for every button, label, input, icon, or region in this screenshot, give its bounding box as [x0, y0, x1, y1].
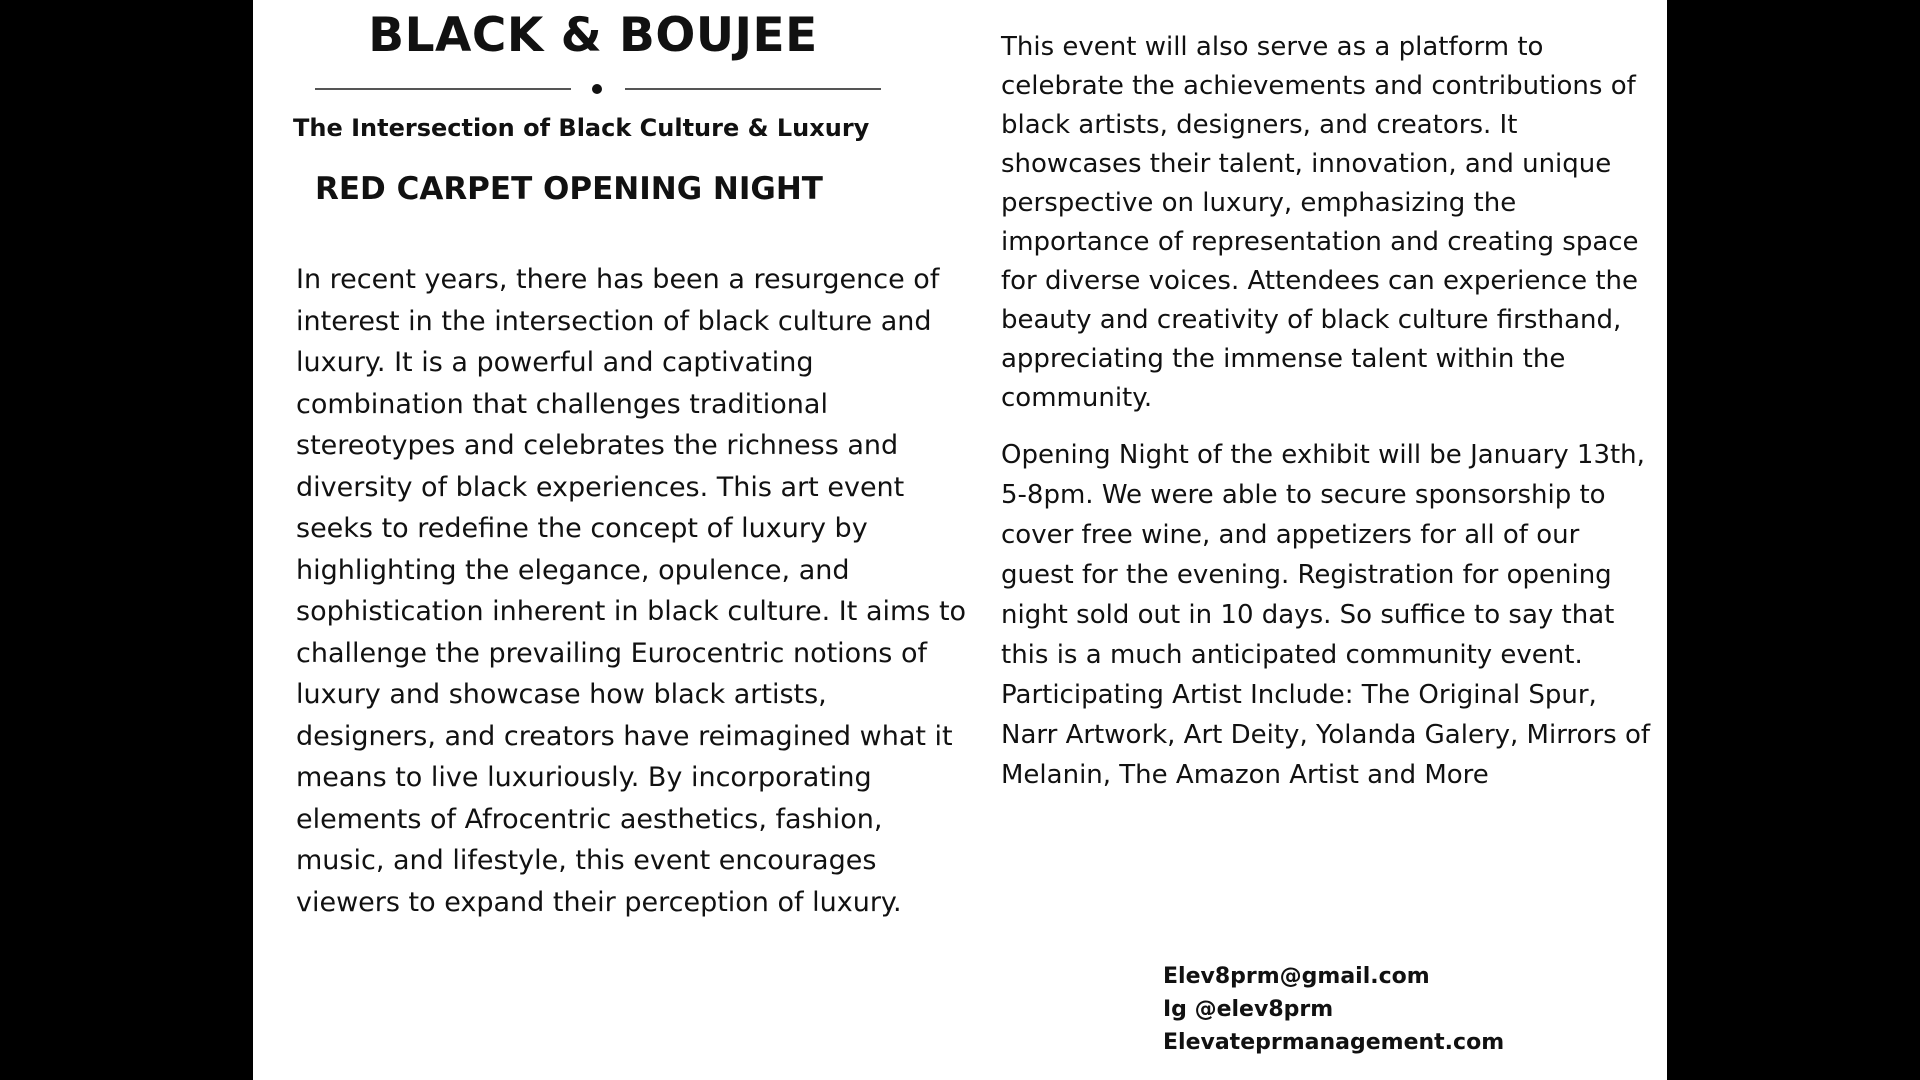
event-heading: RED CARPET OPENING NIGHT [315, 171, 823, 207]
flyer-title: BLACK & BOUJEE [368, 8, 818, 63]
right-paragraph-opening-night: Opening Night of the exhibit will be January 13th, 5-8pm. We were able to secure sponsorship to cover free wine, and appetizers for all of our guest for the evening. Registration for opening night sold out in 10 days. So suffice to say that this is a much anticipated community event. Participating Artist Include: The Original Spur, Narr Artwork, Art Deity, Yolanda Galery, Mirrors of Melanin, The Amazon Artist and More [1001, 440, 1651, 790]
right-column [1001, 28, 1656, 795]
divider-line-left [315, 88, 571, 90]
flyer-subtitle: The Intersection of Black Culture & Luxury [293, 114, 870, 142]
contact-website: Elevateprmanagement.com [1163, 1030, 1505, 1055]
right-paragraph-platform: This event will also serve as a platform to celebrate the achievements and contributions of black artists, designers, and creators. It showcases their talent, innovation, and unique perspective on luxury, emphasizing the importance of representation and creating space for diverse voices. Attendees can experience the beauty and creativity of black culture firsthand, appreciating the immense talent within the community. [1001, 32, 1639, 413]
contact-email: Elev8prm@gmail.com [1163, 964, 1430, 989]
contact-instagram: Ig @elev8prm [1163, 997, 1334, 1022]
contact-block [1163, 960, 1603, 1059]
divider-dot [592, 84, 602, 94]
flyer-page [253, 0, 1667, 1080]
divider-line-right [625, 88, 881, 90]
left-column-paragraph: In recent years, there has been a resurgence of interest in the intersection of black culture and luxury. It is a powerful and captivating combination that challenges traditional stereotypes and celebrates the richness and diversity of black experiences. This art event seeks to redefine the concept of luxury by highlighting the elegance, opulence, and sophistication inherent in black culture. It aims to challenge the prevailing Eurocentric notions of luxury and showcase how black artists, designers, and creators have reimagined what it means to live luxuriously. By incorporating elements of Afrocentric aesthetics, fashion, music, and lifestyle, this event encourages viewers to expand their perception of luxury. [296, 264, 967, 918]
